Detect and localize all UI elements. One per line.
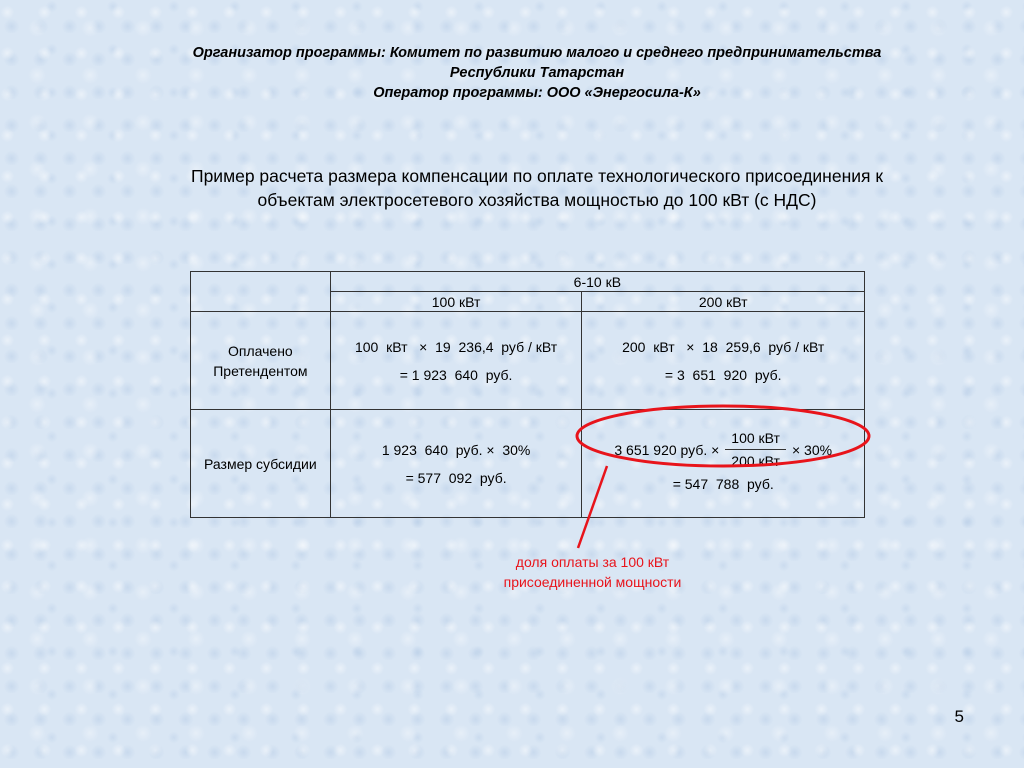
fraction-numerator: 100 кВт — [725, 429, 786, 450]
republic-line: Республики Татарстан — [449, 65, 625, 81]
subsidy-label-text: Размер субсидии — [204, 455, 317, 472]
paid-200kw-formula: 200 кВт × 18 259,6 руб / кВт — [622, 338, 825, 355]
operator-line: Оператор программы: ООО «Энергосила-К» — [373, 85, 701, 101]
fraction-denominator: 200 кВт — [731, 453, 780, 469]
paid-100kw-cell — [330, 312, 582, 410]
subsidy-100kw-result: = 577 092 руб. — [405, 469, 507, 486]
paid-100kw-formula: 100 кВт × 19 236,4 руб / кВт — [354, 338, 558, 355]
subsidy-200kw-cell — [582, 410, 865, 518]
row-label-paid — [191, 312, 331, 410]
header-100kw: 100 кВт — [330, 292, 582, 312]
subsidy-200kw-base: 3 651 920 руб. × — [614, 441, 720, 458]
slide-header — [100, 43, 974, 103]
paid-200kw-cell — [582, 312, 865, 410]
corner-cell — [191, 272, 331, 312]
row-label-subsidy — [191, 410, 331, 518]
slide-title: Пример расчета размера компенсации по оплате технологического присоединения к объектам электросетевого хозяйства мощностью до 100 кВт (с НДС) — [190, 166, 884, 210]
paid-200kw-result: = 3 651 920 руб. — [664, 366, 782, 383]
compensation-table — [190, 271, 865, 518]
subsidy-200kw-result: = 547 788 руб. — [672, 476, 774, 492]
organizer-line: Организатор программы: Комитет по развитию малого и среднего предпринимательства — [192, 45, 882, 61]
page-number: 5 — [954, 707, 964, 726]
subsidy-100kw-formula: 1 923 640 руб. × 30% — [381, 441, 531, 458]
paid-100kw-result: = 1 923 640 руб. — [399, 366, 513, 383]
subsidy-200kw-formula — [614, 429, 832, 470]
annotation-text: доля оплаты за 100 кВт присоединенной мощности — [503, 554, 682, 590]
voltage-header: 6-10 кВ — [330, 272, 864, 292]
subsidy-200kw-percent: × 30% — [791, 441, 833, 458]
subsidy-100kw-cell — [330, 410, 582, 518]
header-200kw: 200 кВт — [582, 292, 865, 312]
capacity-fraction — [725, 429, 786, 470]
paid-label-text: Оплачено Претендентом — [213, 342, 308, 379]
